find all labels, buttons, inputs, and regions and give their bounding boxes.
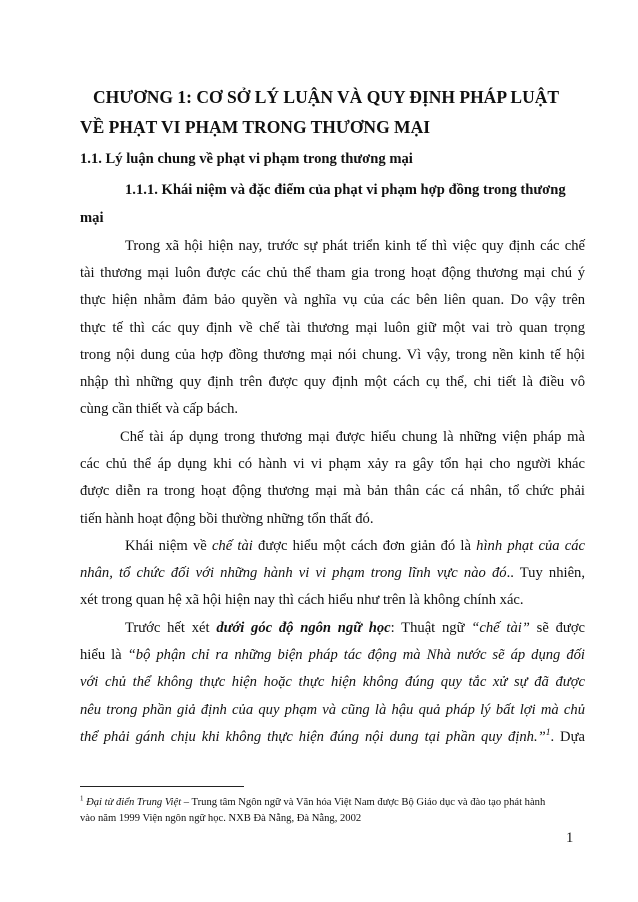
subsection-heading-line-1: 1.1.1. Khái niệm và đặc điểm của phạt vi phạm hợp đồng trong thương — [125, 182, 566, 198]
paragraph-line — [80, 724, 585, 751]
paragraph-line — [80, 642, 585, 669]
footnote-line — [80, 795, 585, 811]
footnote-source-title: Đại từ điển Trung Việt — [86, 797, 182, 808]
text-run: – Trung tâm Ngôn ngữ và Văn hóa Việt Nam được Bộ Giáo dục và đào tạo phát hành — [181, 797, 546, 808]
paragraph-line: nhập thì những quy định trên được quy định một cách cụ thể, chi tiết là điều vô — [80, 374, 585, 391]
text-run: sẽ được — [529, 620, 586, 636]
italic-term: chế tài — [211, 538, 253, 554]
footnote-divider — [80, 786, 244, 787]
footnote-line: vào năm 1999 Viện ngôn ngữ học. NXB Đà Nẵng, Đà Nẵng, 2002 — [80, 813, 362, 824]
italic-quote: thể phải gánh chịu khi không thực hiện đúng nội dung tại phần quy định.” — [80, 728, 546, 745]
paragraph-line — [80, 560, 585, 587]
subsection-heading-line-2: mại — [80, 210, 104, 226]
subsection-heading — [80, 176, 585, 232]
text-run: . Dựa — [550, 728, 585, 745]
footnote-reference[interactable]: 1 — [545, 727, 551, 738]
text-run: được hiểu một cách đơn giản đó là — [252, 538, 477, 554]
italic-definition: hình phạt của các — [476, 538, 585, 554]
bold-italic-phrase: dưới góc độ ngôn ngữ học — [216, 620, 391, 636]
paragraph-line — [80, 615, 585, 642]
paragraph-2 — [80, 424, 585, 533]
text-run: .. Tuy nhiên, — [506, 565, 585, 582]
text-run: : Thuật ngữ — [390, 620, 472, 636]
footnote — [80, 795, 585, 827]
paragraph-line: Trong xã hội hiện nay, trước sự phát triển kinh tế thì việc quy định các chế — [125, 238, 585, 254]
paragraph-line: trong nội dung của hợp đồng thương mại nói chung. Vì vậy, trong nền kinh tế hội — [80, 346, 585, 363]
chapter-title — [80, 82, 580, 142]
footnote-marker: 1 — [80, 795, 84, 803]
paragraph-line — [80, 533, 585, 560]
paragraph-3 — [80, 533, 585, 615]
paragraph-line: được diễn ra trong hoạt động thương mại mà bản thân các cá nhân, tổ chức phải — [80, 483, 585, 500]
paragraph-line: tài thương mại luôn được các chủ thể tham gia trong hoạt động thương mại chú ý — [80, 265, 585, 282]
italic-term: “chế tài” — [471, 620, 530, 636]
italic-quote: “bộ phận chỉ ra những biện pháp tác động mà Nhà nước sẽ áp dụng đối — [127, 647, 585, 664]
text-run: Khái niệm về — [125, 538, 212, 554]
text-run: Trước hết xét — [125, 620, 217, 636]
paragraph-4 — [80, 615, 585, 751]
text-run: hiểu là — [80, 647, 128, 664]
paragraph-line: tiến hành hoạt động bồi thường những tổn thất đó. — [80, 510, 374, 527]
paragraph-line: với chủ thể không thực hiện hoặc thực hiện không đúng quy tắc xử sự đã được — [80, 674, 585, 691]
paragraph-line: thực hiện nhằm đảm bảo quyền và nghĩa vụ của các bên liên quan. Do vậy trên — [80, 292, 585, 309]
paragraph-line: các chủ thể áp dụng khi có hành vi vi phạm xảy ra gây tổn hại cho người khác — [80, 456, 585, 473]
section-heading: 1.1. Lý luận chung về phạt vi phạm trong thương mại — [80, 151, 413, 167]
chapter-title-line-1: CHƯƠNG 1: CƠ SỞ LÝ LUẬN VÀ QUY ĐỊNH PHÁP LUẬT — [93, 87, 560, 107]
paragraph-line: nêu trong phần giả định của quy phạm và cũng là hậu quả pháp lý bất lợi mà chủ — [80, 701, 585, 718]
italic-definition: nhân, tổ chức đối với những hành vi vi phạm trong lĩnh vực nào đó — [80, 565, 507, 582]
page-number: 1 — [566, 830, 574, 846]
paragraph-line: xét trong quan hệ xã hội hiện nay thì cách hiểu như trên là không chính xác. — [80, 592, 524, 609]
chapter-title-line-2: VỀ PHẠT VI PHẠM TRONG THƯƠNG MẠI — [80, 117, 431, 137]
paragraph-line: Chế tài áp dụng trong thương mại được hiểu chung là những viện pháp mà — [120, 429, 585, 445]
paragraph-line: cùng cần thiết và cấp bách. — [80, 401, 239, 418]
paragraph-1 — [80, 233, 585, 423]
paragraph-line: thực tế thì các quy định về chế tài thương mại luôn giữ một vai trò quan trọng — [80, 319, 585, 336]
